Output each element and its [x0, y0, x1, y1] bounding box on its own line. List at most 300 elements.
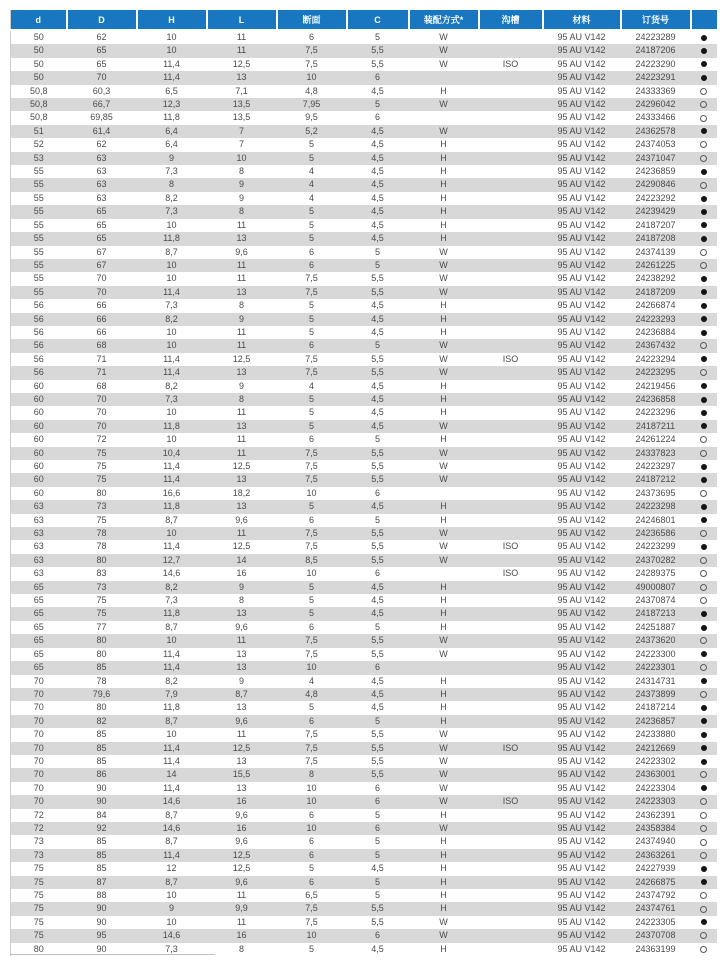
cell-mounting-type: W	[439, 340, 448, 351]
table-row	[11, 862, 717, 875]
cell-material: 95 AU V142	[557, 648, 606, 659]
cell-L: 13	[236, 367, 247, 378]
cell-groove	[479, 380, 543, 393]
cell-cross-section: 4,8	[305, 688, 318, 699]
table-row	[11, 125, 717, 138]
empty-circle-icon	[700, 664, 707, 671]
cell-C: 4,5	[371, 863, 384, 874]
cell-cross-section: 5	[308, 152, 314, 163]
cell-order-number: 24363199	[635, 943, 676, 954]
cell-C: 5	[374, 890, 380, 900]
cell-order-number: 24362578	[635, 125, 676, 136]
cell-availability	[691, 607, 717, 620]
cell-order-number: 24374139	[635, 246, 676, 257]
table-row	[11, 85, 717, 98]
cell-order-number: 24373899	[635, 688, 676, 699]
cell-mounting-type: W	[439, 474, 448, 485]
empty-circle-icon	[700, 369, 707, 376]
table-row	[11, 299, 717, 312]
table-row	[11, 326, 717, 339]
cell-availability	[691, 433, 717, 446]
cell-L: 8	[238, 595, 244, 606]
cell-H: 12,3	[162, 99, 181, 110]
cell-d: 75	[33, 876, 44, 887]
cell-order-number: 49000807	[635, 581, 676, 592]
cell-mounting-type	[409, 111, 479, 124]
cell-material: 95 AU V142	[557, 192, 606, 203]
cell-L: 12,5	[232, 863, 251, 874]
column-header-D: D	[67, 10, 137, 30]
cell-material: 95 AU V142	[557, 246, 606, 257]
cell-L: 7	[238, 139, 244, 150]
cell-d: 55	[33, 259, 44, 270]
cell-cross-section: 5	[308, 501, 314, 512]
cell-C: 5,5	[371, 461, 384, 471]
cell-d: 70	[33, 702, 44, 713]
cell-d: 63	[33, 554, 44, 565]
cell-mounting-type: W	[439, 796, 448, 807]
cell-D: 95	[96, 930, 107, 941]
filled-circle-icon	[701, 651, 707, 657]
cell-groove	[479, 755, 543, 768]
cell-D: 62	[96, 139, 107, 150]
cell-H: 6,4	[165, 125, 178, 136]
cell-d: 55	[33, 192, 44, 203]
table-row	[11, 715, 717, 728]
cell-H: 11,8	[163, 420, 180, 431]
cell-D: 90	[96, 796, 107, 807]
empty-circle-icon	[700, 584, 707, 591]
cell-d: 55	[33, 286, 44, 297]
cell-d: 70	[33, 688, 44, 699]
cell-cross-section: 7,5	[305, 367, 318, 378]
cell-H: 9	[168, 903, 174, 914]
cell-groove	[479, 621, 543, 634]
cell-cross-section: 4	[308, 166, 314, 177]
cell-C: 6	[374, 72, 380, 83]
cell-availability	[691, 313, 717, 326]
filled-circle-icon	[701, 397, 707, 403]
cell-H: 10	[166, 259, 177, 270]
cell-mounting-type: H	[440, 876, 447, 887]
cell-cross-section: 10	[306, 72, 317, 83]
cell-order-number: 24374792	[635, 890, 676, 900]
cell-L: 16	[236, 796, 247, 807]
cell-mounting-type: H	[440, 688, 447, 699]
cell-C: 5,5	[371, 769, 384, 780]
table-row	[11, 138, 717, 151]
table-row	[11, 272, 717, 285]
cell-H: 11,4	[163, 72, 180, 83]
cell-availability	[691, 138, 717, 151]
cell-order-number: 24187213	[635, 608, 676, 619]
cell-cross-section: 5	[308, 139, 314, 150]
cell-C: 4,5	[371, 206, 384, 217]
table-row	[11, 246, 717, 259]
cell-material: 95 AU V142	[557, 85, 606, 96]
cell-groove	[479, 259, 543, 272]
empty-circle-icon	[700, 946, 707, 953]
cell-availability	[691, 862, 717, 875]
cell-availability	[691, 567, 717, 580]
table-row	[11, 232, 717, 245]
cell-order-number: 24236859	[635, 166, 676, 177]
cell-availability	[691, 634, 717, 647]
cell-material: 95 AU V142	[557, 742, 606, 753]
cell-H: 11,4	[163, 474, 180, 485]
cell-d: 63	[33, 528, 44, 539]
cell-order-number: 24314731	[635, 675, 676, 686]
cell-C: 5	[374, 99, 380, 110]
cell-cross-section: 5	[308, 300, 314, 311]
cell-material: 95 AU V142	[557, 420, 606, 431]
table-row	[11, 473, 717, 486]
cell-D: 75	[96, 608, 107, 619]
cell-mounting-type: H	[440, 501, 447, 512]
cell-C: 4,5	[371, 326, 384, 337]
cell-material: 95 AU V142	[557, 715, 606, 726]
table-row	[11, 406, 717, 419]
cell-C: 5,5	[371, 903, 384, 914]
cell-availability	[691, 822, 717, 835]
cell-C: 6	[374, 930, 380, 941]
cell-L: 9	[238, 313, 244, 324]
cell-H: 7,3	[165, 393, 178, 404]
table-row	[11, 835, 717, 848]
cell-d: 56	[33, 313, 44, 324]
empty-circle-icon	[700, 530, 707, 537]
cell-H: 8,2	[165, 675, 178, 686]
cell-H: 7,3	[165, 595, 178, 606]
cell-availability	[691, 701, 717, 714]
cell-availability	[691, 943, 717, 956]
cell-D: 85	[96, 755, 107, 766]
cell-cross-section: 4	[308, 192, 314, 203]
cell-L: 18,2	[232, 487, 251, 498]
cell-availability	[691, 232, 717, 245]
table-row	[11, 902, 717, 915]
cell-groove	[479, 607, 543, 620]
cell-mounting-type: H	[440, 407, 447, 418]
filled-circle-icon	[701, 544, 707, 550]
cell-availability	[691, 889, 717, 902]
cell-material: 95 AU V142	[557, 407, 606, 418]
cell-groove	[479, 849, 543, 862]
cell-D: 69,85	[90, 112, 113, 123]
cell-H: 10	[166, 916, 177, 927]
cell-availability	[691, 393, 717, 406]
cell-availability	[691, 205, 717, 218]
column-header-d: d	[11, 10, 67, 30]
cell-groove	[479, 178, 543, 191]
cell-material: 95 AU V142	[557, 595, 606, 606]
cell-cross-section: 7,5	[305, 742, 318, 753]
cell-order-number: 24373695	[635, 487, 676, 498]
cell-groove	[479, 594, 543, 607]
filled-circle-icon	[701, 196, 707, 202]
empty-circle-icon	[700, 249, 707, 256]
cell-L: 11	[236, 32, 247, 42]
cell-availability	[691, 675, 717, 688]
cell-cross-section: 6	[308, 849, 314, 860]
cell-groove	[479, 125, 543, 138]
cell-d: 65	[33, 608, 44, 619]
cell-material: 95 AU V142	[557, 729, 606, 740]
table-row	[11, 675, 717, 688]
cell-H: 6,5	[165, 85, 178, 96]
cell-D: 85	[96, 742, 107, 753]
cell-material: 95 AU V142	[557, 769, 606, 780]
cell-groove	[479, 286, 543, 299]
cell-H: 10	[166, 326, 177, 337]
cell-mounting-type: W	[439, 528, 448, 539]
table-row	[11, 219, 717, 232]
cell-groove	[479, 246, 543, 259]
cell-cross-section: 10	[306, 662, 317, 673]
cell-D: 71	[96, 367, 107, 378]
cell-d: 70	[33, 796, 44, 807]
cell-mounting-type	[409, 487, 479, 500]
cell-material: 95 AU V142	[557, 541, 606, 552]
cell-H: 8,7	[165, 514, 178, 525]
cell-groove	[479, 111, 543, 124]
cell-C: 4,5	[371, 85, 384, 96]
cell-material: 95 AU V142	[557, 809, 606, 820]
cell-material: 95 AU V142	[557, 675, 606, 686]
cell-D: 85	[96, 849, 107, 860]
cell-cross-section: 10	[306, 782, 317, 793]
cell-D: 78	[96, 675, 107, 686]
cell-groove	[479, 406, 543, 419]
cell-L: 13	[236, 72, 247, 83]
cell-material: 95 AU V142	[557, 313, 606, 324]
cell-d: 70	[33, 755, 44, 766]
cell-availability	[691, 782, 717, 795]
filled-circle-icon	[701, 169, 707, 175]
cell-mounting-type: H	[440, 809, 447, 820]
empty-circle-icon	[700, 839, 707, 846]
table-row	[11, 98, 717, 111]
cell-material: 95 AU V142	[557, 930, 606, 941]
cell-order-number: 24367432	[635, 340, 676, 351]
table-row	[11, 701, 717, 714]
empty-circle-icon	[700, 637, 707, 644]
filled-circle-icon	[701, 276, 707, 282]
cell-material: 95 AU V142	[557, 916, 606, 927]
empty-circle-icon	[700, 141, 707, 148]
cell-groove	[479, 339, 543, 352]
cell-D: 66,7	[92, 99, 111, 110]
empty-circle-icon	[700, 115, 707, 122]
table-row	[11, 393, 717, 406]
cell-availability	[691, 514, 717, 527]
cell-C: 5,5	[371, 273, 384, 284]
filled-circle-icon	[701, 745, 707, 751]
cell-availability	[691, 809, 717, 822]
table-row	[11, 795, 717, 808]
cell-cross-section: 7,5	[305, 58, 318, 69]
cell-cross-section: 10	[306, 930, 317, 941]
cell-groove	[479, 782, 543, 795]
cell-H: 10	[166, 32, 177, 42]
filled-circle-icon	[701, 128, 707, 134]
cell-d: 56	[33, 367, 44, 378]
cell-groove	[479, 862, 543, 875]
table-row	[11, 634, 717, 647]
cell-D: 75	[96, 595, 107, 606]
cell-mounting-type: W	[439, 45, 448, 56]
empty-circle-icon	[700, 570, 707, 577]
filled-circle-icon	[701, 423, 707, 429]
cell-D: 72	[96, 434, 107, 445]
cell-order-number: 24223302	[635, 755, 676, 766]
cell-order-number: 24187212	[635, 474, 676, 485]
cell-order-number: 24223290	[635, 58, 676, 69]
cell-mounting-type: H	[440, 85, 447, 96]
cell-D: 75	[96, 461, 107, 471]
cell-material: 95 AU V142	[557, 206, 606, 217]
cell-groove: ISO	[502, 58, 519, 69]
filled-circle-icon	[701, 383, 707, 389]
cell-material: 95 AU V142	[557, 393, 606, 404]
cell-H: 14,6	[162, 568, 181, 579]
cell-C: 4,5	[371, 688, 384, 699]
cell-groove	[479, 30, 543, 44]
cell-H: 11,4	[163, 353, 180, 364]
cell-D: 73	[96, 581, 107, 592]
table-row	[11, 567, 717, 580]
cell-groove	[479, 138, 543, 151]
cell-groove	[479, 728, 543, 741]
cell-d: 60	[33, 434, 44, 445]
cell-H: 14,6	[162, 822, 181, 833]
table-row	[11, 768, 717, 781]
cell-mounting-type	[409, 661, 479, 674]
cell-D: 67	[96, 246, 107, 257]
cell-availability	[691, 111, 717, 124]
table-row	[11, 540, 717, 553]
table-row	[11, 889, 717, 902]
cell-D: 66	[96, 300, 107, 311]
cell-H: 11,4	[163, 849, 180, 860]
cell-C: 5,5	[371, 742, 384, 753]
cell-C: 4,5	[371, 407, 384, 418]
cell-L: 10	[236, 152, 247, 163]
cell-D: 61,4	[92, 125, 111, 136]
cell-groove	[479, 661, 543, 674]
cell-L: 13	[236, 474, 247, 485]
cell-order-number: 24236586	[635, 528, 676, 539]
cell-L: 13,5	[232, 112, 251, 123]
cell-groove	[479, 943, 543, 956]
empty-circle-icon	[700, 155, 707, 162]
cell-availability	[691, 715, 717, 728]
cell-groove	[479, 675, 543, 688]
cell-cross-section: 7,95	[302, 99, 321, 110]
cell-cross-section: 7,5	[305, 755, 318, 766]
cell-availability	[691, 165, 717, 178]
cell-order-number: 24333466	[635, 112, 676, 123]
cell-order-number: 24238292	[635, 273, 676, 284]
cell-D: 66	[96, 313, 107, 324]
cell-d: 80	[33, 943, 44, 954]
empty-circle-icon	[700, 798, 707, 805]
cell-order-number: 24362391	[635, 809, 676, 820]
cell-H: 8,7	[165, 809, 178, 820]
cell-d: 75	[33, 930, 44, 941]
cell-L: 13	[236, 501, 247, 512]
cell-d: 55	[33, 246, 44, 257]
cell-material: 95 AU V142	[557, 890, 606, 900]
cell-mounting-type: H	[440, 380, 447, 391]
header-row	[11, 10, 717, 30]
cell-L: 11	[236, 434, 247, 445]
cell-availability	[691, 728, 717, 741]
cell-order-number: 24223294	[635, 353, 676, 364]
cell-groove	[479, 98, 543, 111]
cell-material: 95 AU V142	[557, 514, 606, 525]
cell-availability	[691, 71, 717, 84]
empty-circle-icon	[700, 812, 707, 819]
empty-circle-icon	[700, 892, 707, 899]
cell-C: 4,5	[371, 608, 384, 619]
cell-C: 4,5	[371, 702, 384, 713]
cell-mounting-type: H	[440, 326, 447, 337]
cell-availability	[691, 447, 717, 460]
cell-availability	[691, 500, 717, 513]
cell-C: 5,5	[371, 635, 384, 646]
table-row	[11, 916, 717, 929]
cell-H: 7,3	[165, 206, 178, 217]
cell-material: 95 AU V142	[557, 755, 606, 766]
cell-material: 95 AU V142	[557, 125, 606, 136]
table-row	[11, 648, 717, 661]
table-row	[11, 822, 717, 835]
cell-availability	[691, 755, 717, 768]
cell-mounting-type: H	[440, 849, 447, 860]
cell-d: 70	[33, 715, 44, 726]
filled-circle-icon	[701, 866, 707, 872]
cell-order-number: 24223299	[635, 541, 676, 552]
column-header-L: L	[207, 10, 277, 30]
table-bottom-rule	[10, 954, 215, 955]
cell-cross-section: 7,5	[305, 447, 318, 458]
filled-circle-icon	[701, 410, 707, 416]
cell-material: 95 AU V142	[557, 72, 606, 83]
cell-d: 63	[33, 568, 44, 579]
cell-L: 8	[238, 300, 244, 311]
cell-D: 85	[96, 836, 107, 847]
cell-availability	[691, 929, 717, 942]
cell-C: 4,5	[371, 501, 384, 512]
cell-C: 5	[374, 715, 380, 726]
cell-availability	[691, 473, 717, 486]
filled-circle-icon	[701, 35, 707, 41]
cell-d: 70	[33, 675, 44, 686]
cell-H: 8,7	[165, 876, 178, 887]
cell-order-number: 24261225	[635, 259, 676, 270]
cell-groove: ISO	[502, 568, 519, 579]
cell-C: 5,5	[371, 729, 384, 740]
cell-order-number: 24239429	[635, 206, 676, 217]
cell-groove	[479, 165, 543, 178]
empty-circle-icon	[700, 101, 707, 108]
cell-material: 95 AU V142	[557, 863, 606, 874]
table-row	[11, 178, 717, 191]
cell-d: 65	[33, 581, 44, 592]
cell-D: 90	[96, 903, 107, 914]
cell-cross-section: 7,5	[305, 474, 318, 485]
